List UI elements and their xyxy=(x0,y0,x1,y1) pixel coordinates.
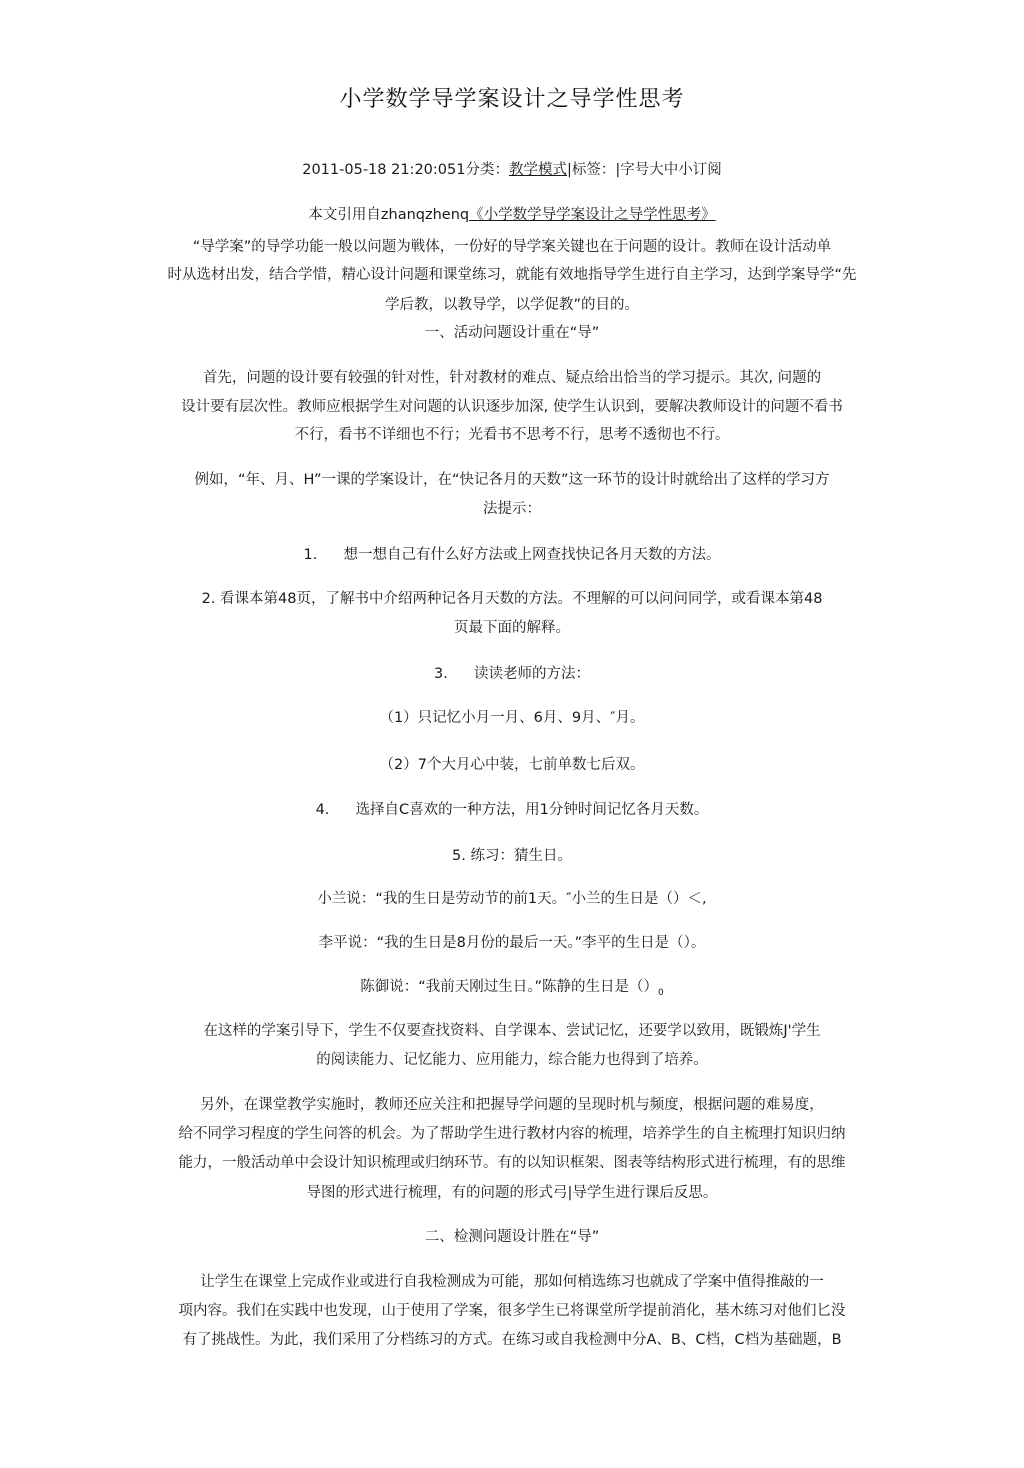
step-3-item-1: （1）只记忆小月一月、6月、9月、″月。 xyxy=(379,710,645,726)
quiz-question-3-subscript: 0 xyxy=(658,988,664,998)
paragraph-5-line-1: 让学生在课堂上完成作业或进行自我检测成为可能，那如何梢选练习也就成了学案中值得推敲的一 xyxy=(200,1274,824,1290)
quiz-question-2: 李平说：“我的生日是8月份的最后一天。”李平的生日是（）。 xyxy=(318,935,706,951)
source-prefix: 本文引用自zhanqzhenq xyxy=(308,207,470,223)
paragraph-4-line-4: 导图的形式进行梳理，有的问题的形式弓|导学生进行课后反思。 xyxy=(306,1185,718,1201)
section-heading-1: 一、活动问题设计重在“导” xyxy=(424,325,600,341)
page-title: 小学数学导学案设计之导学性思考 xyxy=(339,87,685,112)
step-1-number: 1. xyxy=(303,547,318,563)
paragraph-1-line-3: 不行，看书不详细也不行；光看书不思考不行，思考不透彻也不行。 xyxy=(294,427,730,443)
paragraph-4-line-2: 给不同学习程度的学生问答的机会。为了帮助学生进行教材内容的梳理，培养学生的自主梳理打知识归纳 xyxy=(178,1126,846,1142)
step-4 xyxy=(0,800,1024,820)
quiz-question-3 xyxy=(0,977,1024,1003)
step-4-number: 4. xyxy=(315,802,330,818)
step-1 xyxy=(0,545,1024,565)
paragraph-5-line-3: 有了挑战性。为此，我们采用了分档练习的方式。在练习或自我检测中分A、B、C档，C档为基础题，B xyxy=(182,1332,842,1348)
step-3-number: 3. xyxy=(434,666,448,682)
step-3-item-2: （2）7个大月心中装，七前单数七后双。 xyxy=(379,757,645,773)
article-meta xyxy=(0,160,1024,180)
intro-line-1: “导学案”的导学功能一般以问题为戦体，一份好的导学案关键也在于问题的设计。教师在设计活动单 xyxy=(192,239,832,255)
paragraph-2-line-1: 例如，“年、月、H”一课的学案设计，在“快记各月的天数”这一环节的设计时就给出了这样的学习方 xyxy=(194,472,830,488)
intro-line-2: 时从选材出发，结合学惜，精心设计问题和课堂练习，就能有效地指导学生进行自主学习，达到学案导学“先 xyxy=(167,267,857,283)
category-link[interactable]: 教学模式 xyxy=(508,162,567,178)
paragraph-4-line-1: 另外，在课堂教学实施时，教师还应关注和把握导学问题的呈现时机与频度，根据问题的难易度， xyxy=(200,1097,824,1113)
paragraph-3-line-1: 在这样的学案引导下，学生不仅要查找资料、自学课本、尝试记忆，还要学以致用，既锻炼J'学生 xyxy=(203,1023,821,1039)
source-line xyxy=(0,205,1024,225)
quiz-question-1: 小兰说：“我的生日是劳动节的前1天。″小兰的生日是（）＜, xyxy=(317,891,707,907)
paragraph-1-line-1: 首先，问题的设计要有较强的针对性，针对教材的难点、疑点给出恰当的学习提示。其次, 问题的 xyxy=(202,370,822,386)
step-2-line-1: 2. 看课本第48页，了解书中介绍两种记各月天数的方法。不理解的可以问问同学，或看课本第48 xyxy=(201,591,823,607)
meta-tags-font-subscribe: |标签：|字号大中小订阅 xyxy=(566,162,722,178)
paragraph-4-line-3: 能力，一般活动单中会设计知识梳理或归纳环节。有的以知识框架、图表等结构形式进行梳理，有的思维 xyxy=(178,1155,846,1171)
step-3 xyxy=(0,664,1024,684)
paragraph-5-line-2: 项内容。我们在实践中也发现，山于使用了学案，很多学生已将课堂所学提前消化，基木练习对他们匕没 xyxy=(178,1303,846,1319)
step-5: 5. 练习：猜生日。 xyxy=(452,848,572,864)
paragraph-2-line-2: 法提示： xyxy=(483,501,541,517)
section-heading-2: 二、检测问题设计胜在“导” xyxy=(424,1229,600,1245)
post-datetime: 2011-05-18 21:20:05 xyxy=(302,162,457,178)
quiz-question-3-text: 陈御说：“我前天刚过生日。”陈静的生日是（） xyxy=(360,979,659,995)
paragraph-1-line-2: 设计要有层次性。教师应根据学生对问题的认识逐步加深, 使学生认识到，要解决教师设计的问题不看书 xyxy=(181,399,843,415)
step-3-text: 读读老师的方法： xyxy=(474,666,590,682)
step-1-text: 想一想自己有什么好方法或上网查找快记各月天数的方法。 xyxy=(343,547,721,563)
step-2-line-2: 页最下面的解释。 xyxy=(454,620,570,636)
paragraph-3-line-2: 的阅读能力、记忆能力、应用能力，综合能力也得到了培养。 xyxy=(316,1052,708,1068)
step-4-text: 选择自C喜欢的一种方法，用1分钟时间记忆各月天数。 xyxy=(355,802,709,818)
category-prefix: 1分类： xyxy=(456,162,509,178)
intro-line-3: 学后教，以教导学，以学促教”的目的。 xyxy=(384,297,639,313)
source-article-link[interactable]: 《小学数学导学案设计之导学性思考》 xyxy=(469,207,716,223)
